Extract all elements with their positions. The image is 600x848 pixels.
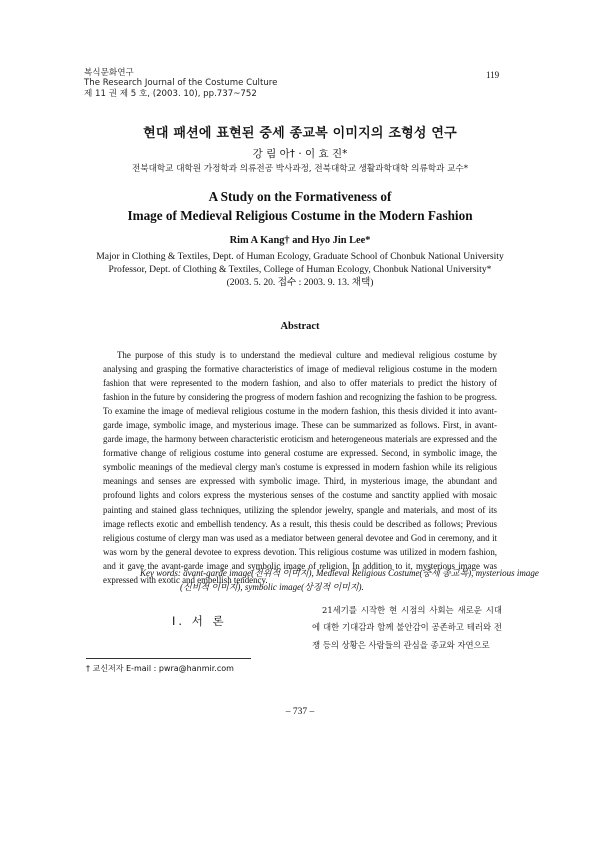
journal-header: [84, 68, 504, 99]
title-english-line2: Image of Medieval Religious Costume in the Modern Fashion: [127, 208, 473, 223]
footnote-divider: [86, 658, 251, 659]
received-dates: (2003. 5. 20. 접수 : 2003. 9. 13. 채택): [226, 277, 374, 288]
authors-english: Rim A Kang† and Hyo Jin Lee*: [229, 235, 371, 246]
abstract-heading: Abstract: [280, 321, 320, 332]
affiliation-english-line2: Professor, Dept. of Clothing & Textiles, College of Human Ecology, Chonbuk National University*: [108, 264, 492, 275]
section-title-introduction: Ⅰ. 서 론: [172, 614, 227, 628]
page-number-bottom: – 737 –: [285, 707, 315, 717]
keywords: Key words: avant-garde image(전위적 이미지), Medieval Religious Costume(중세 종교복), mysterious image (신비적 이미지), symbolic image(상징적 이미지).: [140, 568, 539, 592]
affiliation-english: [0, 250, 600, 289]
journal-name-ko: 복식문화연구: [84, 68, 134, 78]
title-english: [0, 187, 600, 225]
introduction-text: 21세기를 시작한 현 시점의 사회는 새로운 시대에 대한 기대감과 함께 불안감이 공존하고 테러와 전쟁 등의 상황은 사람들의 관심을 종교와 자연으로: [312, 605, 502, 650]
affiliation-korean: 전북대학교 대학원 가정학과 의류전공 박사과정, 전북대학교 생활과학대학 의류학과 교수*: [131, 164, 469, 174]
volume-info: 제 11 권 제 5 호, (2003. 10), pp.737~752: [84, 88, 257, 99]
footnote-corresponding-author: † 교신저자 E-mail : pwra@hanmir.com: [86, 664, 234, 673]
journal-name-en: The Research Journal of the Costume Culture: [84, 78, 278, 89]
title-korean: 현대 패션에 표현된 중세 종교복 이미지의 조형성 연구: [143, 126, 457, 141]
affiliation-english-line1: Major in Clothing & Textiles, Dept. of Human Ecology, Graduate School of Chonbuk National University: [96, 251, 504, 262]
page-number-top: 119: [486, 70, 500, 80]
authors-korean: 강 림 아† · 이 효 진*: [252, 148, 348, 160]
abstract-text: The purpose of this study is to understand the medieval culture and medieval religious costume by analysing and grasping the formative characteristics of image of medieval religious costume in the modern fashion that were represented to the modern fashion, and also to offer materials to predict the history of fashion in the future by considering the progress of modern fashion and recognizing the fashion to be progress. To examine the image of medieval religious costume in the modern fashion, this thesis divided it into avant-garde image, symbolic image, and mysterious image. These can be summarized as follows. First, in avant-garde image, the harmony between characteristic eroticism and heterogeneous materials are expressed and the formative change of religious costume into general costume are expressed. Second, in symbolic image, the symbolic meanings of the medieval clergy man's costume is expressed in modern fashion while its religious meanings and senses are expressed with symbolic image. Third, in mysterious image, the abundant and profound lights and colors express the mysterious senses of the costume and sanctity applied with mosaic painting and stained glass techniques, utilizing the splendor jewelry, spangle and materials, and most of its image reflects exotic and embellish tendency. As a result, this thesis could be described as follows; Previous religious costume of clergy man was used as a mediator between general devotee and God in ceremony, and it was worn by the general devotee to express devotion. This religious costume was utilized in modern fashion, and it gave the avant-garde image and symbolic image of religion. In addition to it, mysterious image was expressed with exotic and embellish tendency.: [103, 350, 497, 585]
title-english-line1: A Study on the Formativeness of: [208, 189, 392, 204]
